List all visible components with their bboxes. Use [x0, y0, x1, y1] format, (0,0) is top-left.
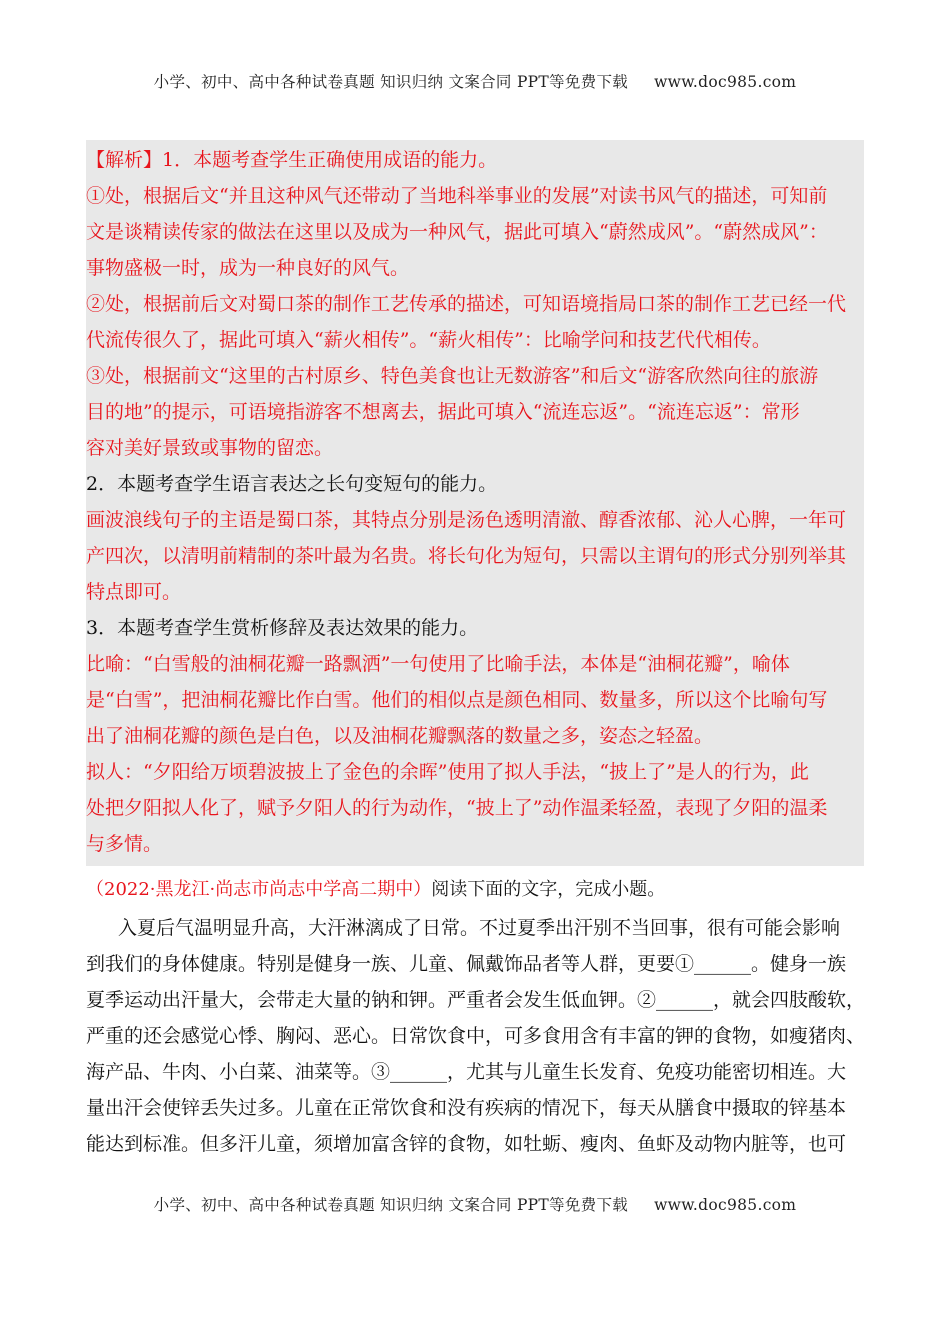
analysis-line: ①处，根据后文“并且这种风气还带动了当地科举事业的发展”对读书风气的描述，可知前 [86, 185, 828, 207]
analysis-line: 画波浪线句子的主语是蜀口茶，其特点分别是汤色透明清澈、醇香浓郁、沁人心脾，一年可 [86, 509, 847, 531]
passage-line: 海产品、牛肉、小白菜、油菜等。③______，尤其与儿童生长发育、免疫功能密切相连。大 [86, 1061, 847, 1083]
analysis-line: 2．本题考查学生语言表达之长句变短句的能力。 [86, 473, 498, 495]
analysis-line: 产四次，以清明前精制的茶叶最为名贵。将长句化为短句，只需以主谓句的形式分别列举其 [86, 545, 847, 567]
footer-text: 小学、初中、高中各种试卷真题 知识归纳 文案合同 PPT等免费下载 [153, 1196, 629, 1214]
passage-line: 严重的还会感觉心悸、胸闷、恶心。日常饮食中，可多食用含有丰富的钾的食物，如瘦猪肉、 [86, 1025, 866, 1047]
analysis-line: 事物盛极一时，成为一种良好的风气。 [86, 257, 410, 279]
analysis-line: 【解析】1．本题考查学生正确使用成语的能力。 [86, 149, 498, 171]
analysis-line: ②处，根据前后文对蜀口茶的制作工艺传承的描述，可知语境指局口茶的制作工艺已经一代 [86, 293, 847, 315]
page-header [0, 70, 950, 92]
analysis-line: 出了油桐花瓣的颜色是白色，以及油桐花瓣飘落的数量之多，姿态之轻盈。 [86, 725, 714, 747]
analysis-box [86, 140, 864, 866]
passage-line: 夏季运动出汗量大，会带走大量的钠和钾。严重者会发生低血钾。②______，就会四肢酸软， [86, 989, 866, 1011]
passage-line: 量出汗会使锌丢失过多。儿童在正常饮食和没有疾病的情况下，每天从膳食中摄取的锌基本 [86, 1097, 847, 1119]
analysis-line: 容对美好景致或事物的留恋。 [86, 437, 334, 459]
analysis-line: ③处，根据前文“这里的古村原乡、特色美食也让无数游客”和后文“游客欣然向往的旅游 [86, 365, 819, 387]
analysis-line: 是“白雪”，把油桐花瓣比作白雪。他们的相似点是颜色相同、数量多，所以这个比喻句写 [86, 689, 828, 711]
footer-url[interactable]: www.doc985.com [654, 1196, 797, 1214]
analysis-line: 特点即可。 [86, 581, 182, 603]
analysis-line: 拟人：“夕阳给万顷碧波披上了金色的余晖”使用了拟人手法，“披上了”是人的行为，此 [86, 761, 809, 783]
passage-line: 到我们的身体健康。特别是健身一族、儿童、佩戴饰品者等人群，更要①______。健身一族 [86, 953, 847, 975]
question-source [86, 875, 665, 905]
header-text: 小学、初中、高中各种试卷真题 知识归纳 文案合同 PPT等免费下载 [153, 73, 629, 91]
analysis-line: 文是谈精读传家的做法在这里以及成为一种风气，据此可填入“蔚然成风”。“蔚然成风”： [86, 221, 828, 243]
analysis-line: 与多情。 [86, 833, 163, 855]
analysis-line: 处把夕阳拟人化了，赋予夕阳人的行为动作，“披上了”动作温柔轻盈，表现了夕阳的温柔 [86, 797, 828, 819]
page-footer [0, 1193, 950, 1215]
header-url[interactable]: www.doc985.com [654, 73, 797, 91]
passage-line: 入夏后气温明显升高，大汗淋漓成了日常。不过夏季出汗别不当回事，很有可能会影响 [118, 917, 841, 939]
analysis-line: 3．本题考查学生赏析修辞及表达效果的能力。 [86, 617, 479, 639]
source-instruction: 阅读下面的文字，完成小题。 [431, 879, 666, 900]
analysis-line: 代流传很久了，据此可填入“薪火相传”。“薪火相传”：比喻学问和技艺代代相传。 [86, 329, 771, 351]
analysis-line: 目的地”的提示，可语境指游客不想离去，据此可填入“流连忘返”。“流连忘返”：常形 [86, 401, 800, 423]
passage-line: 能达到标准。但多汗儿童，须增加富含锌的食物，如牡蛎、瘦肉、鱼虾及动物内脏等，也可 [86, 1133, 847, 1155]
analysis-line: 比喻：“白雪般的油桐花瓣一路飘洒”一句使用了比喻手法，本体是“油桐花瓣”，喻体 [86, 653, 790, 675]
source-ref: （2022·黑龙江·尚志市尚志中学高二期中） [86, 879, 432, 900]
